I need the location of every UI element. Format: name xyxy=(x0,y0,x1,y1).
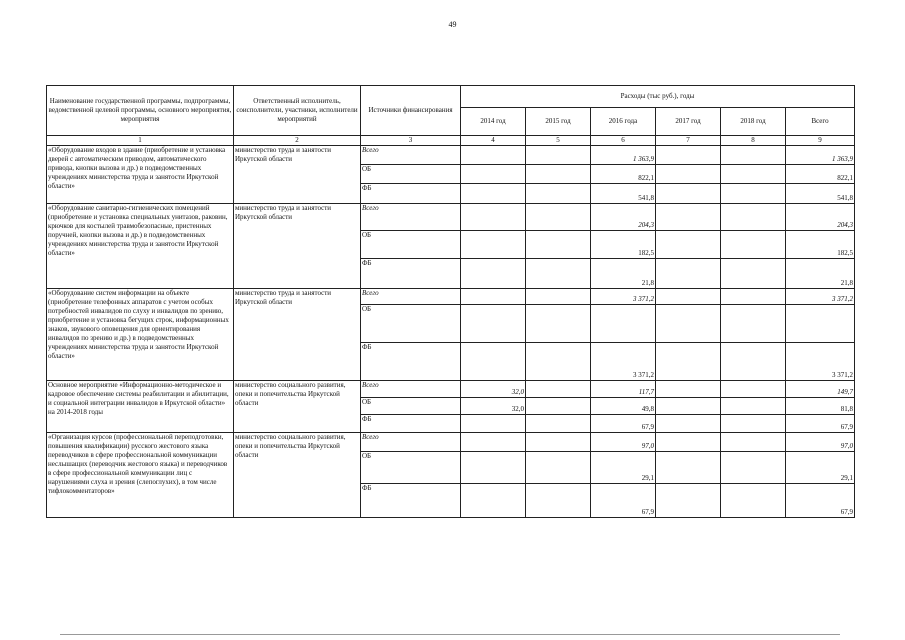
source-cell: ОБ xyxy=(361,231,461,259)
source-cell: ОБ xyxy=(361,305,461,343)
value-cell xyxy=(656,452,721,484)
value-cell xyxy=(526,343,591,381)
value-cell xyxy=(721,259,786,289)
executor: министерство социального развития, опеки и попечительства Иркутской области xyxy=(234,381,361,433)
column-number: 4 xyxy=(461,136,526,146)
column-number: 1 xyxy=(47,136,234,146)
total-cell: 204,3 xyxy=(786,204,855,231)
value-cell xyxy=(591,305,656,343)
value-cell xyxy=(461,259,526,289)
page-bottom-rule xyxy=(60,634,840,635)
value-cell xyxy=(526,381,591,398)
total-cell: 541,8 xyxy=(786,184,855,204)
measure-name: Основное мероприятие «Информационно-методическое и кадровое обеспечение системы реабилитации и абилитации, и социальной интеграции инвалидов в Иркутской области» на 2014-2018 годы xyxy=(47,381,234,433)
value-cell xyxy=(656,305,721,343)
value-cell: 67,9 xyxy=(591,415,656,433)
source-cell: ФБ xyxy=(361,259,461,289)
value-cell xyxy=(526,452,591,484)
value-cell xyxy=(656,165,721,184)
value-cell xyxy=(721,289,786,305)
value-cell: 29,1 xyxy=(591,452,656,484)
column-number: 7 xyxy=(656,136,721,146)
total-cell xyxy=(786,305,855,343)
value-cell xyxy=(721,146,786,165)
total-cell: 1 363,9 xyxy=(786,146,855,165)
value-cell xyxy=(526,305,591,343)
header-expenses: Расходы (тыс руб.), годы xyxy=(461,86,855,108)
value-cell xyxy=(526,433,591,452)
value-cell xyxy=(721,204,786,231)
value-cell xyxy=(721,305,786,343)
source-cell: Всего xyxy=(361,381,461,398)
measure-name: «Оборудование санитарно-гигиенических помещений (приобретение и установка специальных унитазов, раковин, крючков для костылей травмобезопасные, пристенных поручней, кнопки вызова и др.) в подведомственных учреждениях министерства труда и занятости Иркутской области» xyxy=(47,204,234,289)
total-cell: 182,5 xyxy=(786,231,855,259)
value-cell: 117,7 xyxy=(591,381,656,398)
column-number: 8 xyxy=(721,136,786,146)
value-cell xyxy=(526,289,591,305)
source-cell: ФБ xyxy=(361,484,461,518)
value-cell xyxy=(656,146,721,165)
value-cell xyxy=(721,381,786,398)
total-cell: 81,8 xyxy=(786,398,855,415)
value-cell: 49,8 xyxy=(591,398,656,415)
value-cell xyxy=(656,343,721,381)
table-row xyxy=(47,204,855,231)
value-cell xyxy=(526,231,591,259)
value-cell xyxy=(656,398,721,415)
source-cell: ФБ xyxy=(361,415,461,433)
value-cell: 182,5 xyxy=(591,231,656,259)
source-cell: ОБ xyxy=(361,398,461,415)
header-name: Наименование государственной программы, подпрограммы, ведомственной целевой программы, основного мероприятия, мероприятия xyxy=(47,86,234,136)
page-number: 49 xyxy=(448,20,457,29)
budget-table xyxy=(46,85,855,518)
value-cell xyxy=(656,259,721,289)
value-cell xyxy=(721,184,786,204)
value-cell xyxy=(526,484,591,518)
value-cell xyxy=(461,415,526,433)
value-cell: 541,8 xyxy=(591,184,656,204)
table-row xyxy=(47,146,855,165)
value-cell: 3 371,2 xyxy=(591,289,656,305)
table-row xyxy=(47,381,855,398)
header-total: Всего xyxy=(786,108,855,136)
value-cell xyxy=(461,204,526,231)
value-cell xyxy=(656,204,721,231)
total-cell: 822,1 xyxy=(786,165,855,184)
value-cell xyxy=(721,398,786,415)
column-number: 6 xyxy=(591,136,656,146)
value-cell xyxy=(656,381,721,398)
measure-name: «Оборудование входов в здание (приобретение и установка дверей с автоматическим приводом, автоматического привода, кнопки вызова и др.) в подведомственных учреждениях министерства труда и занятости Иркутской области» xyxy=(47,146,234,204)
value-cell: 822,1 xyxy=(591,165,656,184)
source-cell: Всего xyxy=(361,146,461,165)
value-cell xyxy=(656,289,721,305)
total-cell: 97,0 xyxy=(786,433,855,452)
value-cell: 97,0 xyxy=(591,433,656,452)
column-number: 3 xyxy=(361,136,461,146)
value-cell xyxy=(526,415,591,433)
column-number: 2 xyxy=(234,136,361,146)
value-cell xyxy=(656,231,721,259)
total-cell: 21,8 xyxy=(786,259,855,289)
value-cell xyxy=(721,343,786,381)
value-cell xyxy=(721,231,786,259)
table-row xyxy=(47,433,855,452)
source-cell: ОБ xyxy=(361,165,461,184)
value-cell xyxy=(526,398,591,415)
executor: министерство социального развития, опеки и попечительства Иркутской области xyxy=(234,433,361,518)
measure-name: «Организация курсов (профессиональной переподготовки, повышения квалификации) русского жестового языка переводчиков в сфере профессиональной коммуникации неслышащих (переводчик жестового языка) и переводчиков в сфере профессиональной коммуникации лиц с нарушениями слуха и зрения (слепоглухих), в том числе тифлокомментаторов» xyxy=(47,433,234,518)
value-cell xyxy=(526,146,591,165)
value-cell xyxy=(461,452,526,484)
value-cell xyxy=(461,343,526,381)
measure-name: «Оборудование систем информации на объекте (приобретение телефонных аппаратов с учетом особых потребностей инвалидов по слуху и инвалидов по зрению, приобретение и установка бегущих строк, информационных знаков, звукового оповещения для ориентирования инвалидов по зрению и др.) в подведомственных учреждениях министерства труда и занятости Иркутской области» xyxy=(47,289,234,381)
header-year: 2017 год xyxy=(656,108,721,136)
value-cell xyxy=(526,165,591,184)
executor: министерство труда и занятости Иркутской области xyxy=(234,289,361,381)
value-cell xyxy=(721,433,786,452)
value-cell xyxy=(656,433,721,452)
source-cell: ОБ xyxy=(361,452,461,484)
value-cell xyxy=(461,146,526,165)
header-source: Источники финансирования xyxy=(361,86,461,136)
value-cell xyxy=(721,415,786,433)
value-cell xyxy=(461,184,526,204)
total-cell: 149,7 xyxy=(786,381,855,398)
executor: министерство труда и занятости Иркутской области xyxy=(234,146,361,204)
value-cell xyxy=(721,452,786,484)
value-cell: 1 363,9 xyxy=(591,146,656,165)
header-year: 2016 года xyxy=(591,108,656,136)
value-cell xyxy=(461,433,526,452)
value-cell xyxy=(461,165,526,184)
total-cell: 67,9 xyxy=(786,415,855,433)
value-cell: 32,0 xyxy=(461,398,526,415)
value-cell xyxy=(526,184,591,204)
value-cell xyxy=(461,231,526,259)
total-cell: 67,9 xyxy=(786,484,855,518)
value-cell xyxy=(461,289,526,305)
value-cell: 32,0 xyxy=(461,381,526,398)
source-cell: Всего xyxy=(361,289,461,305)
value-cell xyxy=(526,204,591,231)
total-cell: 29,1 xyxy=(786,452,855,484)
header-executor: Ответственный исполнитель, соисполнители, участники, исполнители мероприятий xyxy=(234,86,361,136)
header-year: 2015 год xyxy=(526,108,591,136)
source-cell: ФБ xyxy=(361,184,461,204)
value-cell xyxy=(721,484,786,518)
value-cell: 3 371,2 xyxy=(591,343,656,381)
column-number: 9 xyxy=(786,136,855,146)
value-cell: 67,9 xyxy=(591,484,656,518)
source-cell: Всего xyxy=(361,204,461,231)
header-year: 2014 год xyxy=(461,108,526,136)
executor: министерство труда и занятости Иркутской области xyxy=(234,204,361,289)
value-cell xyxy=(461,305,526,343)
value-cell xyxy=(461,484,526,518)
total-cell: 3 371,2 xyxy=(786,289,855,305)
total-cell: 3 371,2 xyxy=(786,343,855,381)
column-number: 5 xyxy=(526,136,591,146)
value-cell xyxy=(656,184,721,204)
value-cell xyxy=(656,484,721,518)
source-cell: Всего xyxy=(361,433,461,452)
value-cell xyxy=(526,259,591,289)
value-cell xyxy=(721,165,786,184)
value-cell: 21,8 xyxy=(591,259,656,289)
header-year: 2018 год xyxy=(721,108,786,136)
value-cell: 204,3 xyxy=(591,204,656,231)
source-cell: ФБ xyxy=(361,343,461,381)
table-row xyxy=(47,289,855,305)
value-cell xyxy=(656,415,721,433)
